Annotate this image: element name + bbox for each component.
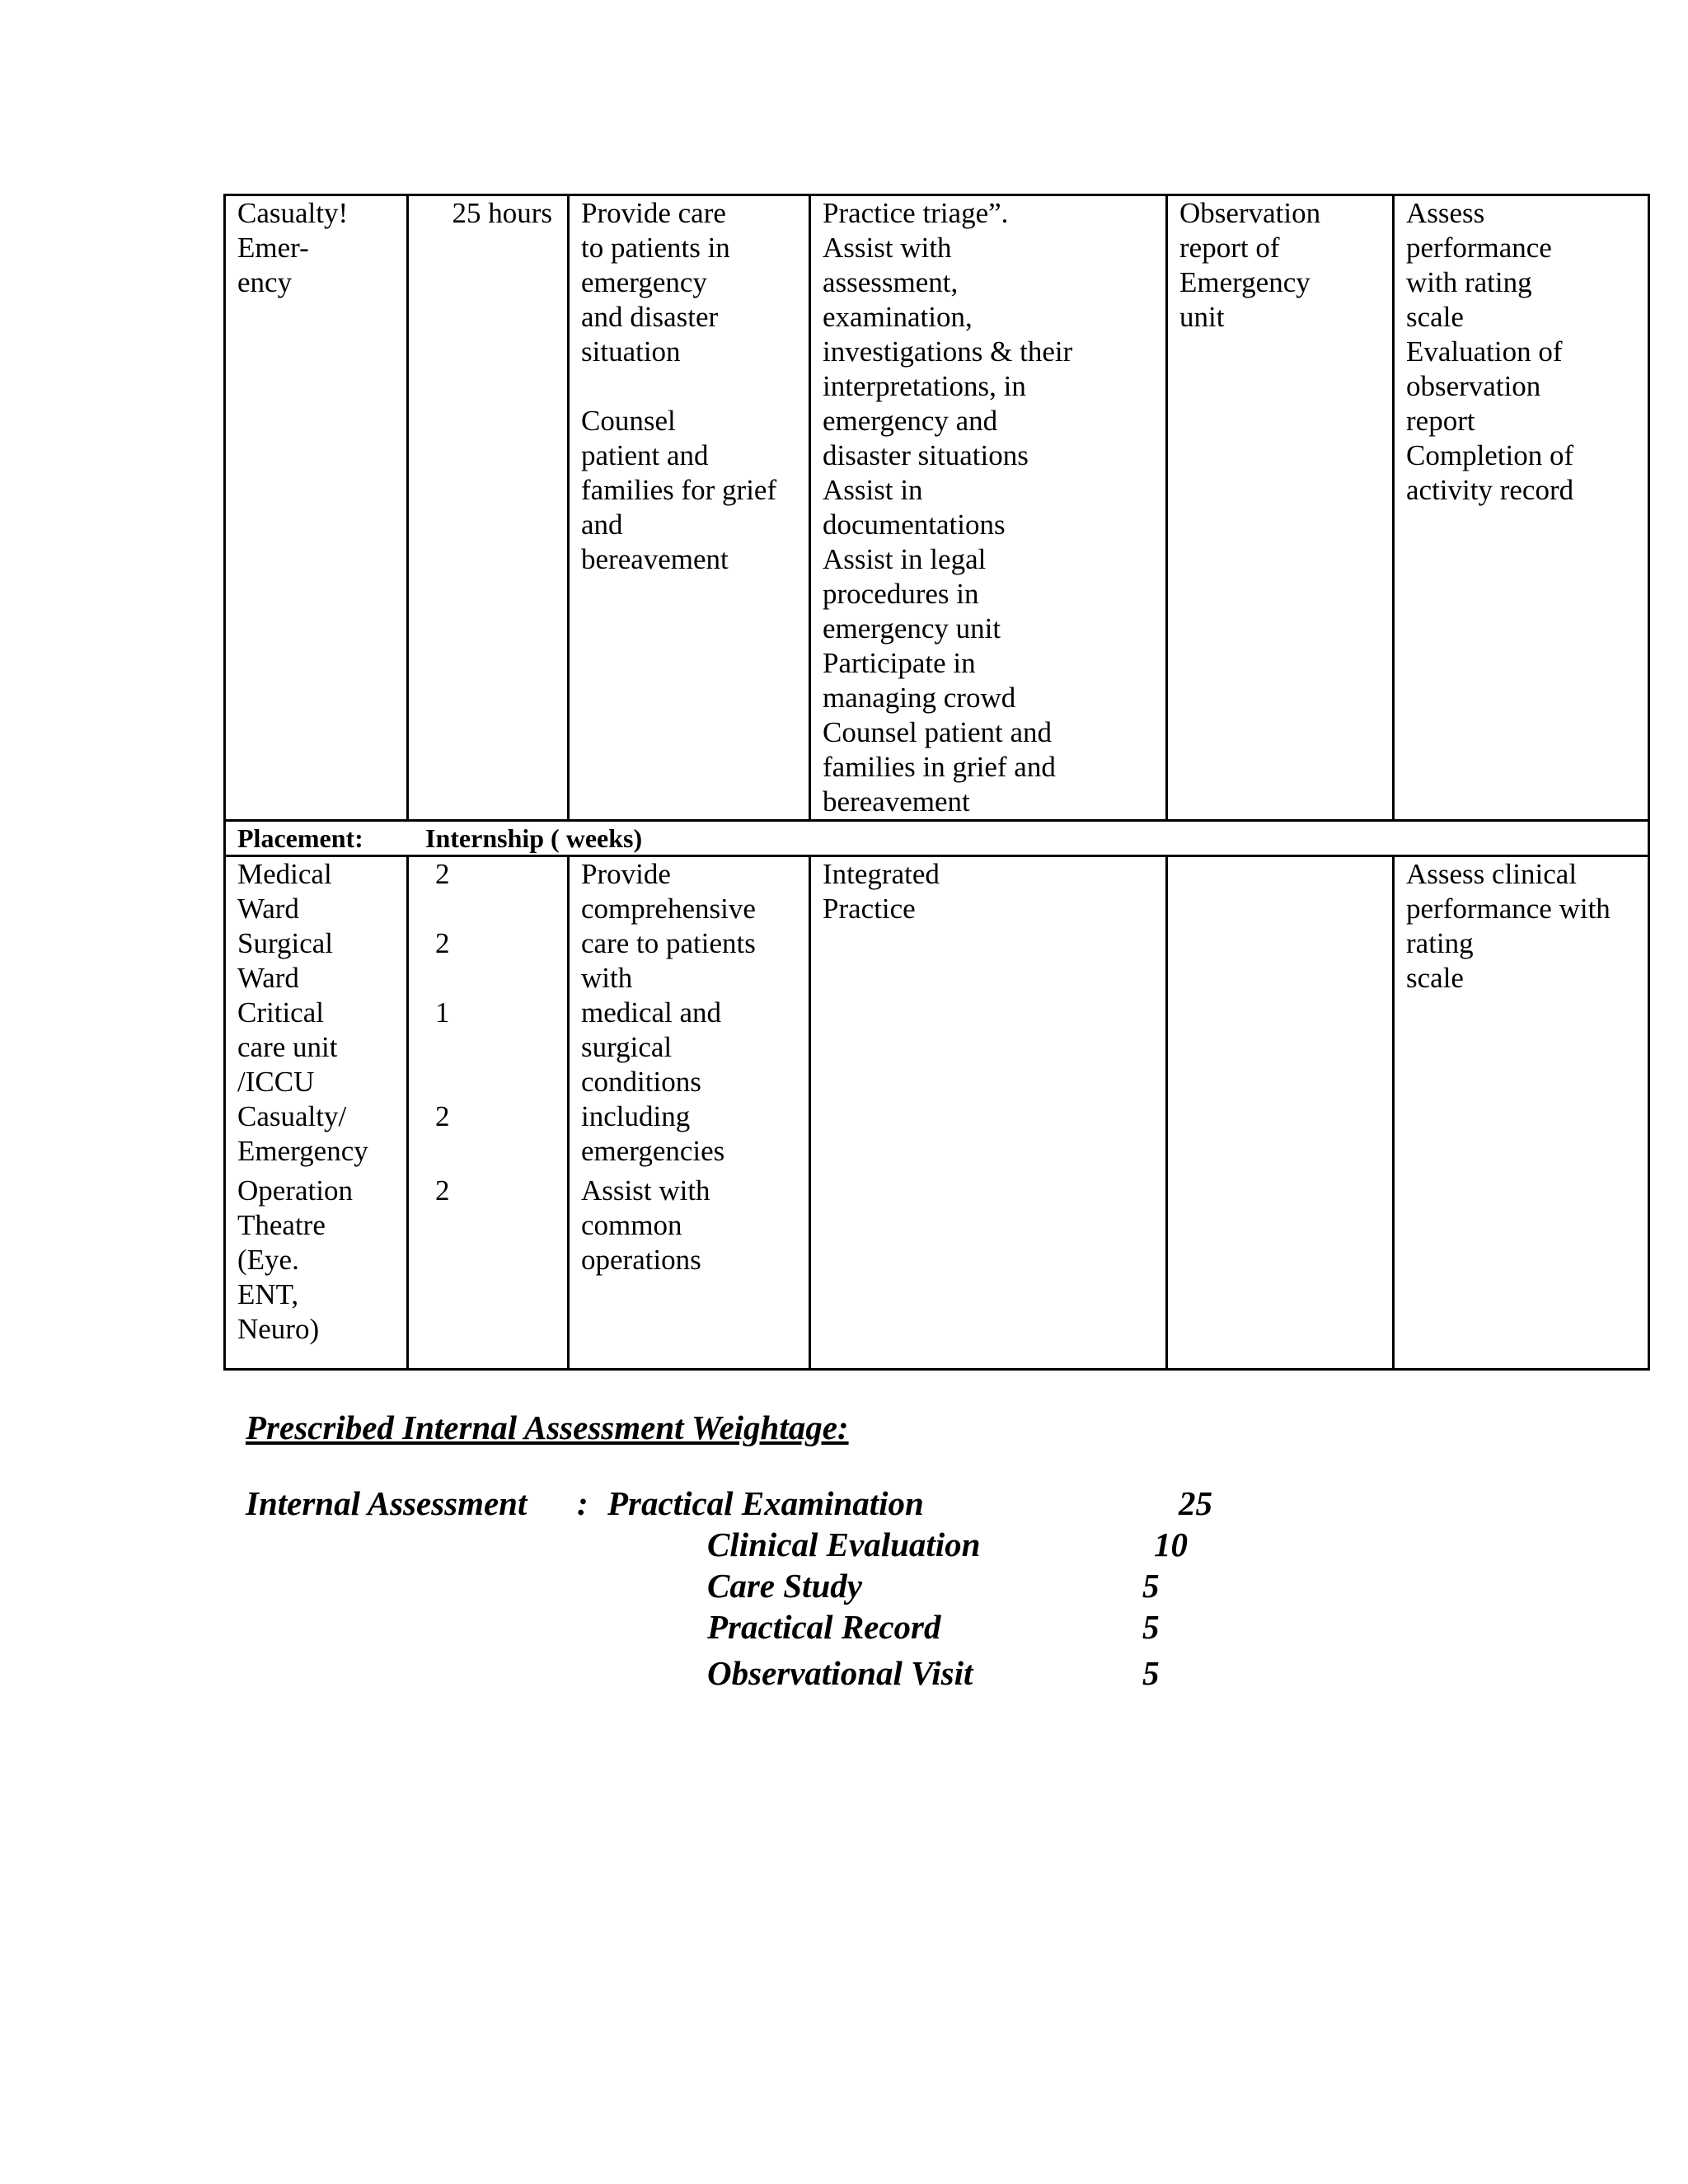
text-line: Assess clinical: [1406, 858, 1578, 890]
text-line: comprehensive: [581, 893, 756, 925]
text-line: Provide: [581, 858, 671, 890]
text-line: emergencies: [581, 1135, 725, 1167]
area-medical-ward: [237, 857, 406, 926]
text-line: Emer-: [237, 232, 309, 264]
text-line: emergency unit: [823, 612, 1001, 644]
skills-lines: [823, 857, 1165, 926]
text-line: care unit: [237, 1031, 338, 1063]
area-lines: [237, 196, 406, 300]
text-line: Casualty/: [237, 1100, 347, 1132]
table-row-casualty: [225, 195, 1649, 821]
text-line: care to patients: [581, 927, 756, 959]
item-name: Practical Examination: [607, 1484, 924, 1522]
clinical-placement-table: [223, 194, 1650, 1371]
text-line: procedures in: [823, 578, 979, 610]
placement-cell: [225, 821, 1649, 856]
text-line: examination,: [823, 301, 973, 333]
internal-assessment-label: Internal Assessment: [246, 1484, 528, 1522]
weeks-medical: 2: [435, 858, 450, 890]
text-line: Completion of: [1406, 439, 1574, 471]
text-line: Surgical: [237, 927, 334, 959]
text-line: emergency: [581, 266, 707, 298]
assessment-cell: [1394, 856, 1649, 1370]
assignments-cell: [1167, 856, 1394, 1370]
text-line: /ICCU: [237, 1066, 315, 1098]
text-line: performance: [1406, 232, 1552, 264]
text-line: with rating: [1406, 266, 1532, 298]
item-marks: 5: [1142, 1654, 1160, 1692]
weeks-ot: 2: [435, 1174, 450, 1207]
text-line: Participate in: [823, 647, 976, 679]
objectives-lines: [581, 196, 809, 577]
duration-text: 25 hours: [452, 197, 552, 229]
text-line: and: [581, 509, 623, 541]
item-name: Observational Visit: [707, 1654, 973, 1692]
assignments-lines: [1179, 196, 1392, 335]
text-line: Medical: [237, 858, 332, 890]
weeks-surgical: 2: [435, 927, 450, 959]
area-casualty: [237, 1099, 406, 1169]
text-line: managing crowd: [823, 682, 1016, 714]
text-line: performance with: [1406, 893, 1611, 925]
text-line: Counsel: [581, 405, 676, 437]
item-marks: 5: [1142, 1567, 1160, 1605]
skills-cell: [810, 195, 1167, 821]
text-line: scale: [1406, 962, 1464, 994]
text-line: and disaster: [581, 301, 719, 333]
text-line: documentations: [823, 509, 1006, 541]
placement-row: [225, 821, 1649, 856]
text-line: emergency and: [823, 405, 998, 437]
text-line: Observation: [1179, 197, 1321, 229]
area-surgical-ward: [237, 926, 406, 996]
text-line: Evaluation of: [1406, 335, 1563, 368]
text-line: Operation: [237, 1174, 353, 1207]
item-name: Care Study: [707, 1567, 862, 1605]
skills-cell: [810, 856, 1167, 1370]
text-line: including: [581, 1100, 691, 1132]
text-line: report of: [1179, 232, 1280, 264]
text-line: surgical: [581, 1031, 673, 1063]
area-cell: [225, 856, 408, 1370]
assessment-cell: [1394, 195, 1649, 821]
text-line: unit: [1179, 301, 1225, 333]
duration-cell: [408, 195, 569, 821]
text-line: bereavement: [823, 785, 970, 818]
text-line: report: [1406, 405, 1475, 437]
text-line: situation: [581, 335, 681, 368]
text-line: operations: [581, 1244, 701, 1276]
area-cell: [225, 195, 408, 821]
placement-label: Placement:: [237, 823, 363, 853]
text-line: Critical: [237, 996, 324, 1029]
text-line: Ward: [237, 962, 299, 994]
text-line: (Eye.: [237, 1244, 299, 1276]
text-line: scale: [1406, 301, 1464, 333]
assessment-colon: :: [577, 1484, 588, 1522]
text-line: ency: [237, 266, 293, 298]
text-line: Casualty!: [237, 197, 349, 229]
weeks-critical: 1: [435, 996, 450, 1029]
text-line: Provide care: [581, 197, 726, 229]
assessment-lines: [1406, 857, 1648, 996]
text-line: Theatre: [237, 1209, 326, 1241]
area-operation-theatre: [237, 1174, 406, 1347]
item-name: Clinical Evaluation: [707, 1526, 981, 1563]
text-line: Counsel patient and: [823, 716, 1053, 748]
table-row-internship: [225, 856, 1649, 1370]
text-line: Assist with: [581, 1174, 710, 1207]
text-line: investigations & their: [823, 335, 1073, 368]
text-line: medical and: [581, 996, 722, 1029]
weeks-cell: [408, 856, 569, 1370]
text-line: Neuro): [237, 1313, 320, 1345]
text-line: Ward: [237, 893, 299, 925]
text-line: common: [581, 1209, 682, 1241]
text-line: Practice: [823, 893, 916, 925]
placement-value: Internship ( weeks): [425, 823, 643, 853]
text-line: Practice triage”.: [823, 197, 1009, 229]
item-marks: 10: [1154, 1526, 1188, 1563]
assignments-cell: [1167, 195, 1394, 821]
text-line: with: [581, 962, 633, 994]
text-line: interpretations, in: [823, 370, 1026, 402]
text-line: Assist with: [823, 232, 952, 264]
text-line: Assist in legal: [823, 543, 987, 575]
text-line: Emergency: [1179, 266, 1311, 298]
text-line: ENT,: [237, 1278, 299, 1310]
text-line: Emergency: [237, 1135, 368, 1167]
text-line: assessment,: [823, 266, 959, 298]
text-line: Assist in: [823, 474, 923, 506]
skills-lines: [823, 196, 1165, 819]
text-line: observation: [1406, 370, 1541, 402]
text-line: activity record: [1406, 474, 1574, 506]
text-line: patient and: [581, 439, 709, 471]
text-line: Integrated: [823, 858, 940, 890]
objectives-cell: [569, 195, 810, 821]
text-line: Assess: [1406, 197, 1485, 229]
text-line: families for grief: [581, 474, 777, 506]
text-line: disaster situations: [823, 439, 1029, 471]
item-name: Practical Record: [707, 1608, 941, 1646]
text-line: bereavement: [581, 543, 729, 575]
item-marks: 5: [1142, 1608, 1160, 1646]
objectives-ot-lines: [581, 1174, 809, 1277]
text-line: [581, 369, 809, 404]
area-critical-care: [237, 996, 406, 1099]
weeks-casualty: 2: [435, 1100, 450, 1132]
text-line: rating: [1406, 927, 1474, 959]
text-line: families in grief and: [823, 751, 1056, 783]
objectives-lines: [581, 857, 809, 1169]
text-line: conditions: [581, 1066, 701, 1098]
text-line: to patients in: [581, 232, 730, 264]
assessment-lines: [1406, 196, 1648, 508]
objectives-cell: [569, 856, 810, 1370]
weightage-title: Prescribed Internal Assessment Weightage:: [246, 1408, 849, 1446]
item-marks: 25: [1179, 1484, 1212, 1522]
